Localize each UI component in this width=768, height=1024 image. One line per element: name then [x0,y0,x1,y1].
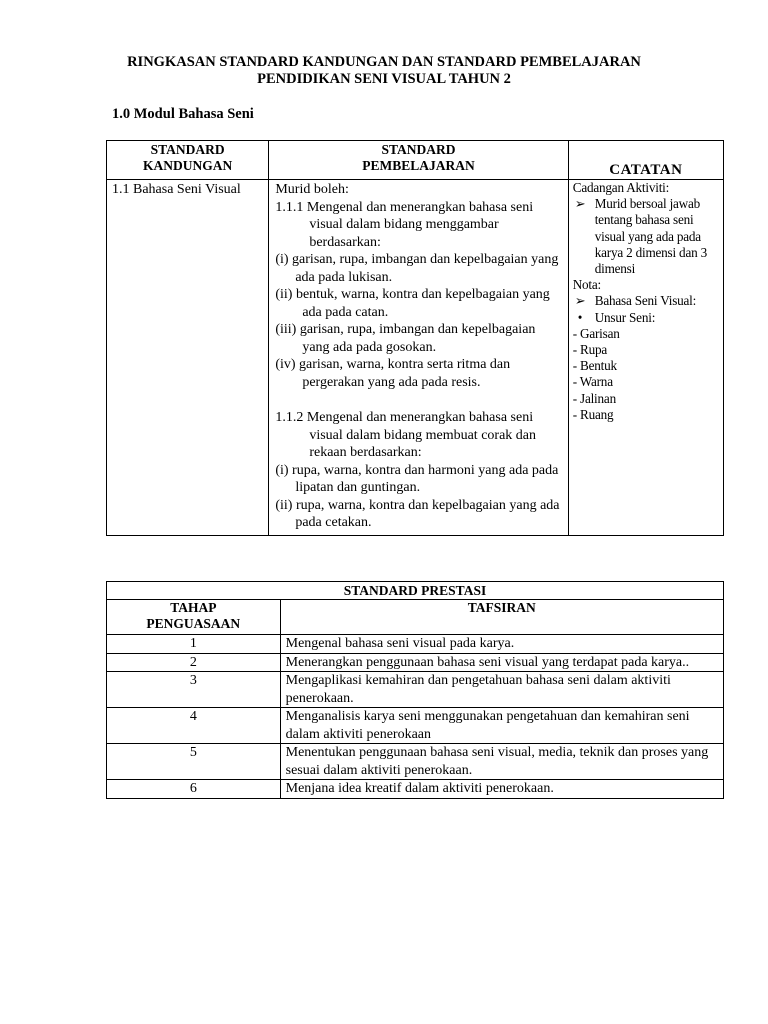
table-row [107,653,724,672]
level-cell: 4 [107,708,281,744]
level-cell: 3 [107,672,281,708]
unsur-item: - Bentuk [572,358,617,374]
table-row [107,635,724,654]
section-heading: 1.0 Modul Bahasa Seni [112,106,254,122]
unsur-item: - Garisan [572,325,620,341]
table-row [107,744,724,780]
sub-item: (iii) garisan, rupa, imbangan dan kepelbagaian yang ada pada gosokan. [275,322,536,355]
header-catatan: CATATAN [568,141,723,180]
unsur-item: - Warna [572,374,613,390]
prestasi-table [106,581,724,799]
arrow-bullet-icon: ➢ [574,293,586,309]
title-line-2: PENDIDIKAN SENI VISUAL TAHUN 2 [257,71,511,87]
header-tahap: TAHAP PENGUASAAN [107,600,281,635]
table-row [107,780,724,799]
title-line-1: RINGKASAN STANDARD KANDUNGAN DAN STANDARD PEMBELAJARAN [127,54,641,70]
level-cell: 5 [107,744,281,780]
desc-cell: Menjana idea kreatif dalam aktiviti penerokaan. [280,780,723,799]
desc-cell: Menerangkan penggunaan bahasa seni visual yang terdapat pada karya.. [280,653,723,672]
dot-bullet-icon: • [577,309,583,325]
desc-cell: Mengenal bahasa seni visual pada karya. [280,635,723,654]
desc-cell: Mengaplikasi kemahiran dan pengetahuan bahasa seni dalam aktiviti penerokaan. [280,672,723,708]
header-tafsiran: TAFSIRAN [280,600,723,635]
table-row [107,708,724,744]
desc-cell: Menentukan penggunaan bahasa seni visual, media, teknik dan proses yang sesuai dalam aktiviti penerokaan. [280,744,723,780]
header-kandungan: STANDARD KANDUNGAN [107,141,269,180]
document-title [0,54,768,88]
kandungan-cell: 1.1 Bahasa Seni Visual [107,180,269,536]
unsur-item: - Ruang [572,406,614,422]
unsur-item: - Rupa [572,342,608,358]
level-cell: 6 [107,780,281,799]
nota-item: Bahasa Seni Visual: [594,293,697,309]
header-pembelajaran: STANDARD PEMBELAJARAN [269,141,568,180]
nota-label: Nota: [572,277,602,293]
standards-table [106,140,724,536]
sub-item: (ii) bentuk, warna, kontra dan kepelbagaian yang ada pada catan. [275,287,550,320]
arrow-bullet-icon: ➢ [574,196,586,212]
table-row [107,672,724,708]
item-1-1-2: 1.1.2 Mengenal dan menerangkan bahasa seni [275,410,534,425]
unsur-item: - Jalinan [572,390,616,406]
pembelajaran-cell: Murid boleh: 1.1.1 Mengenal dan menerangkan bahasa seni visual dalam bidang menggambar berdasarkan: (i) garisan, rupa, imbangan dan kepelbagaian yang ada pada lukisan. (ii) bentuk, warna, kontra dan kepelbagaian yang ada pada catan. (iii) garisan, rupa, imbangan dan kepelbagaian yang ada pada gosokan. (iv) garisan, warna, kontra serta ritma dan pergerakan yang ada pada resis. 1.1.2 Mengenal dan menerangkan bahasa seni visual dalam bidang membuat corak dan rekaan berdasarkan: (i) rupa, warna, kontra dan harmoni yang ada pada lipatan dan guntingan. (ii) rupa, warna, kontra dan kepelbagaian yang ada pada cetakan. [269,180,568,536]
item-1-1-1: 1.1.1 Mengenal dan menerangkan bahasa seni [275,199,534,215]
level-cell: 1 [107,635,281,654]
desc-cell: Menganalisis karya seni menggunakan pengetahuan dan kemahiran seni dalam aktiviti penerokaan [280,708,723,744]
pembelajaran-intro: Murid boleh: [275,182,349,197]
level-cell: 2 [107,653,281,672]
catatan-cell [568,180,723,536]
unsur-label: Unsur Seni: [594,309,656,325]
sub-item: (i) rupa, warna, kontra dan harmoni yang ada pada lipatan dan guntingan. [275,462,559,495]
cadangan-label: Cadangan Aktiviti: [572,180,670,195]
prestasi-title: STANDARD PRESTASI [107,582,724,600]
sub-item: (ii) rupa, warna, kontra dan kepelbagaian yang ada pada cetakan. [275,497,560,530]
sub-item: (i) garisan, rupa, imbangan dan kepelbagaian yang ada pada lukisan. [275,252,559,285]
sub-item: (iv) garisan, warna, kontra serta ritma dan pergerakan yang ada pada resis. [275,357,511,390]
cadangan-item: Murid bersoal jawab tentang bahasa seni visual yang ada pada karya 2 dimensi dan 3 dimensi [594,196,707,277]
